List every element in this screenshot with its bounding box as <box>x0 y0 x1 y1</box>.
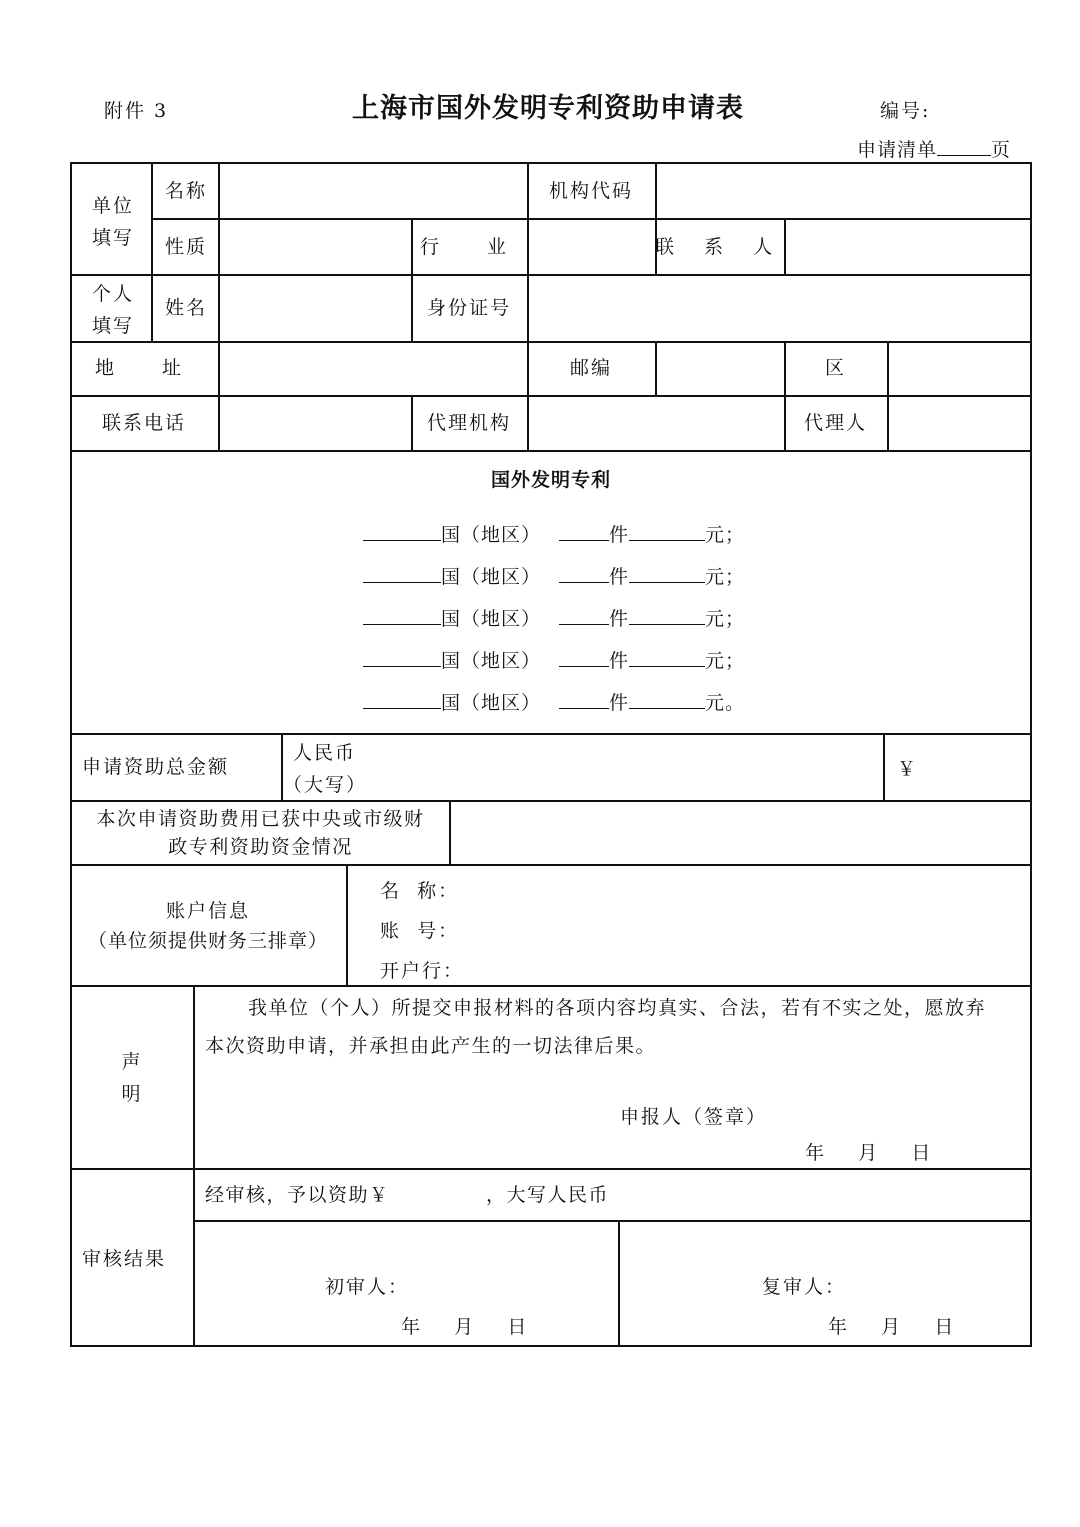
funding-label-line1: 本次申请资助费用已获中央或市级财 <box>96 808 425 830</box>
amount-blank[interactable] <box>629 522 705 541</box>
country-blank[interactable] <box>363 648 441 667</box>
id-number-label: 身份证号 <box>426 297 511 319</box>
account-name-label: 名 称： <box>380 880 460 902</box>
patent-section-title: 国外发明专利 <box>490 469 611 491</box>
serial-number-label: 编号: <box>880 100 931 122</box>
country-blank[interactable] <box>363 606 441 625</box>
second-reviewer-label: 复审人： <box>762 1276 847 1298</box>
country-label: 国（地区） <box>441 608 542 630</box>
approved-capital-field[interactable] <box>620 1176 1020 1212</box>
contact-person-label: 联 系 人 <box>655 236 785 258</box>
count-blank[interactable] <box>559 648 609 667</box>
declaration-text-line2: 本次资助申请，并承担由此产生的一切法律后果。 <box>205 1035 657 1057</box>
list-suffix: 页 <box>991 139 1012 161</box>
agent-label: 代理人 <box>803 412 867 434</box>
count-unit: 件 <box>609 650 630 672</box>
patent-row <box>363 562 745 589</box>
country-label: 国（地区） <box>441 692 542 714</box>
country-blank[interactable] <box>363 564 441 583</box>
agent-field[interactable] <box>889 397 1030 449</box>
approved-suffix: ，大写人民币 <box>486 1184 610 1206</box>
total-capital-field[interactable] <box>420 736 880 798</box>
total-amount-label: 申请资助总金额 <box>82 756 230 778</box>
form-title: 上海市国外发明专利资助申请表 <box>352 93 744 124</box>
funding-label-line2: 政专利资助资金情况 <box>168 836 353 858</box>
list-prefix: 申请清单 <box>857 139 938 161</box>
total-yen-field[interactable] <box>920 736 1030 798</box>
declaration-text-line1: 我单位（个人）所提交申报材料的各项内容均真实、合法，若有不实之处，愿放弃 <box>248 997 987 1019</box>
country-label: 国（地区） <box>441 524 542 546</box>
amount-unit: 元； <box>705 650 746 672</box>
approved-amount-field[interactable] <box>405 1176 485 1212</box>
unit-name-label: 名称 <box>165 180 208 202</box>
id-number-field[interactable] <box>529 276 1030 340</box>
declarant-signature-label: 申报人（签章） <box>620 1106 768 1128</box>
account-name-field[interactable] <box>460 874 1020 908</box>
contact-person-field[interactable] <box>786 220 1030 273</box>
account-label-line1: 账户信息 <box>165 900 250 922</box>
approved-prefix: 经审核，予以资助￥ <box>205 1184 390 1206</box>
count-blank[interactable] <box>559 690 609 709</box>
amount-blank[interactable] <box>629 564 705 583</box>
patent-row <box>363 646 745 673</box>
patent-row <box>363 520 745 547</box>
declaration-label: 声明 <box>121 1051 143 1105</box>
count-blank[interactable] <box>559 522 609 541</box>
agency-label: 代理机构 <box>426 412 511 434</box>
person-name-field[interactable] <box>220 276 410 340</box>
amount-blank[interactable] <box>629 606 705 625</box>
amount-unit: 元。 <box>705 692 746 714</box>
org-code-field[interactable] <box>657 164 1030 217</box>
org-code-label: 机构代码 <box>548 180 633 202</box>
attachment-label: 附件 3 <box>104 100 169 122</box>
declaration-date: 年 月 日 <box>805 1142 933 1164</box>
unit-section-label: 单位填写 <box>91 195 134 249</box>
account-number-field[interactable] <box>460 914 1020 948</box>
person-section-label: 个人填写 <box>91 283 134 337</box>
second-review-date: 年 月 日 <box>828 1316 956 1338</box>
list-pages-blank[interactable] <box>937 137 991 156</box>
amount-unit: 元； <box>705 608 746 630</box>
country-blank[interactable] <box>363 522 441 541</box>
account-label-line2: （单位须提供财务三排章） <box>87 930 328 952</box>
application-list-line <box>857 135 1011 162</box>
count-unit: 件 <box>609 608 630 630</box>
count-blank[interactable] <box>559 564 609 583</box>
nature-field[interactable] <box>220 220 410 273</box>
agency-field[interactable] <box>529 397 783 449</box>
patent-row <box>363 688 745 715</box>
address-field[interactable] <box>220 343 526 394</box>
count-unit: 件 <box>609 566 630 588</box>
first-review-date: 年 月 日 <box>401 1316 529 1338</box>
amount-unit: 元； <box>705 566 746 588</box>
industry-field[interactable] <box>529 220 654 273</box>
phone-field[interactable] <box>220 397 410 449</box>
country-label: 国（地区） <box>441 566 542 588</box>
nature-label: 性质 <box>165 236 208 258</box>
account-number-label: 账 号： <box>380 920 460 942</box>
postcode-label: 邮编 <box>569 357 612 379</box>
phone-label: 联系电话 <box>101 412 186 434</box>
country-label: 国（地区） <box>441 650 542 672</box>
unit-name-field[interactable] <box>220 164 526 217</box>
district-field[interactable] <box>889 343 1030 394</box>
funding-status-field[interactable] <box>451 802 1030 863</box>
postcode-field[interactable] <box>657 343 783 394</box>
amount-blank[interactable] <box>629 690 705 709</box>
count-unit: 件 <box>609 524 630 546</box>
address-label: 地 址 <box>94 357 194 379</box>
person-name-label: 姓名 <box>165 297 208 319</box>
first-reviewer-label: 初审人： <box>325 1276 410 1298</box>
review-result-label: 审核结果 <box>82 1248 167 1270</box>
bank-label: 开户行： <box>380 960 465 982</box>
capital-label: （大写） <box>283 774 368 796</box>
rmb-label: 人民币 <box>293 742 357 764</box>
patent-row <box>363 604 745 631</box>
country-blank[interactable] <box>363 690 441 709</box>
amount-blank[interactable] <box>629 648 705 667</box>
industry-label: 行 业 <box>419 236 519 258</box>
district-label: 区 <box>824 357 846 379</box>
amount-unit: 元； <box>705 524 746 546</box>
count-blank[interactable] <box>559 606 609 625</box>
yen-label: ￥ <box>897 758 919 780</box>
bank-field[interactable] <box>460 954 1020 984</box>
count-unit: 件 <box>609 692 630 714</box>
